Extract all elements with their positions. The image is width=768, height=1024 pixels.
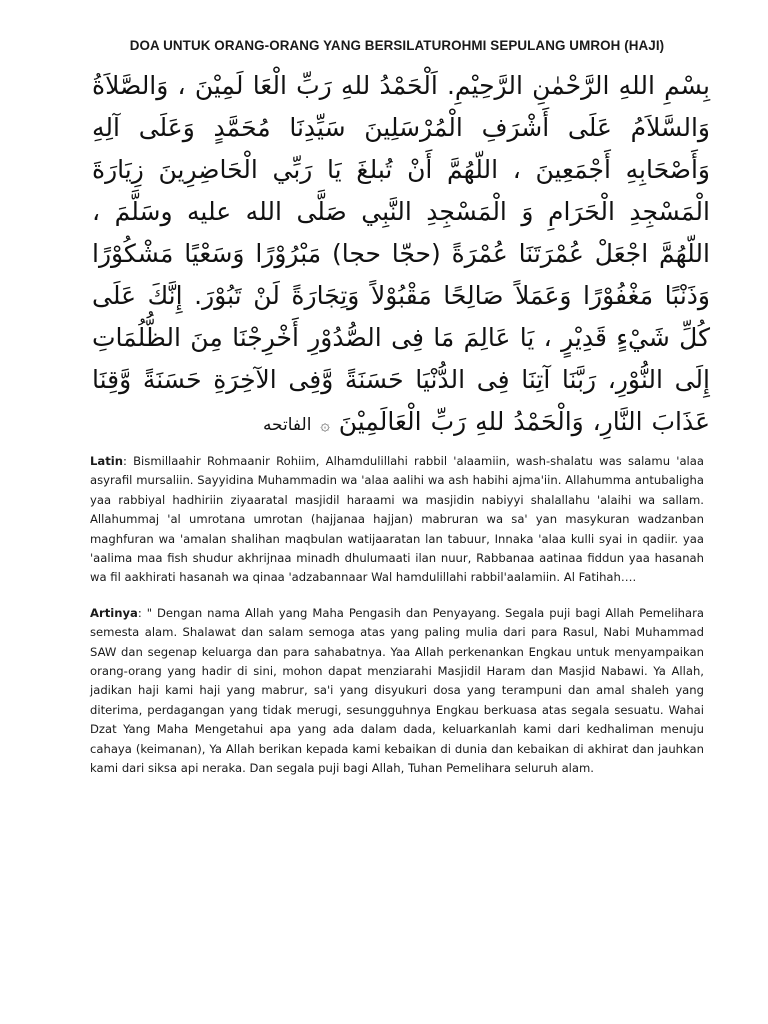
arabic-fatihah-closing: الفاتحه (262, 415, 312, 435)
latin-label: Latin (90, 454, 123, 468)
indonesian-translation (90, 604, 704, 779)
latin-text: : Bismillaahir Rohmaanir Rohiim, Alhamdulillahi rabbil 'alaamiin, wash-shalatu was salamu 'alaa asyrafil mursaliin. Sayyidina Muhammadin wa 'alaa aalihi wa ash habihi ajma'iin. Allahumma antubaligha yaa rabbiyal hadhiriin ziyaaratal masjidil haraami wa masjidin nabiyyi shalallahu 'alaihi wa sallam. Allahummaj 'al umrotana umrotan (hajjanaa hajjan) mabruran wa sa' yan masykuran wadzanban maghfuran wa 'amalan shalihan maqbulan watijaaratan lan tabuur, Innaka 'alaa kulli syai in qadiir. yaa 'aalima maa fish shudur akhrijnaa minadh dhulumaati ilan nuur, Rabbanaa aatinaa fiddun yaa hasanah wa fil aakhirati hasanah wa qinaa 'adzabannaar Wal hamdulillahi rabbil'aalamiin. Al Fatihah…. (90, 454, 704, 585)
arabic-prayer-text (92, 65, 710, 446)
latin-transliteration (90, 452, 704, 588)
arabic-prayer-body: بِسْمِ اللهِ الرَّحْمٰنِ الرَّحِيْمِ. اَلْحَمْدُ للهِ رَبِّ الْعَا لَمِيْنَ ، وَالصَّلاَةُ وَالسَّلاَمُ عَلَى أَشْرَفِ الْمُرْسَلِينَ سَيِّدِنَا مُحَمَّدٍ وَعَلَى آلِهِ وَأَصْحَابِهِ أَجْمَعِينَ ، اللّهُمَّ أَنْ تُبلغَ يَا رَبِّي الْحَاضِرِينَ زِيَارَةَ الْمَسْجِدِ الْحَرَامِ وَ الْمَسْجِدِ النَّبِي صَلَّى الله عليه وسَلَّمَ ، اللّهُمَّ اجْعَلْ عُمْرَتَنَا عُمْرَةً (حجّا حجا) مَبْرُوْرًا وَسَعْيًا مَشْكُوْرًا وَذَنْبًا مَغْفُوْرًا وَعَمَلاً صَالِحًا مَقْبُوْلاً وَتِجَارَةً لَنْ تَبُوْرَ. إِنَّكَ عَلَى كُلِّ شَيْءٍ قَدِيْرٍ ، يَا عَالِمَ مَا فِى الصُّدُوْرِ أَخْرِجْنَا مِنَ الظُّلُمَاتِ إِلَى النُّوْرِ، رَبَّنَا آتِنَا فِى الدُّنْيَا حَسَنَةً وَّفِى الآخِرَةِ حَسَنَةً وَّقِنَا عَذَابَ النَّارِ، وَالْحَمْدُ للهِ رَبِّ الْعَالَمِيْنَ (92, 71, 710, 436)
artinya-text: : " Dengan nama Allah yang Maha Pengasih dan Penyayang. Segala puji bagi Allah Pemelihara semesta alam. Shalawat dan salam semoga atas yang paling mulia dari para Rasul, Nabi Muhammad SAW dan segenap keluarga dan para sahabatnya. Yaa Allah perkenankan Engkau untuk menyampaikan orang-orang yang hadir di sini, mohon dapat menziarahi Masjidil Haram dan Masjid Nabawi. Ya Allah, jadikan haji kami haji yang mabrur, sa'i yang disyukuri dosa yang terampuni dan amal shaleh yang diterima, perdagangan yang tidak merugi, sesungguhnya Engkau berkuasa atas segala sesuatu. Wahai Dzat Yang Maha Mengetahui apa yang ada dalam dada, keluarkanlah kami dari kedhaliman menuju cahaya (keimanan), Ya Allah berikan kepada kami kebaikan di dunia dan kebaikan di akhirat dan jauhkan kami dari siksa api neraka. Dan segala puji bagi Allah, Tuhan Pemelihara seluruh alam. (90, 605, 704, 776)
rub-el-hizb-icon: ۞ (320, 415, 330, 434)
document-title: DOA UNTUK ORANG-ORANG YANG BERSILATUROHMI SEPULANG UMROH (HAJI) (129, 38, 665, 53)
artinya-label: Artinya (90, 605, 138, 620)
